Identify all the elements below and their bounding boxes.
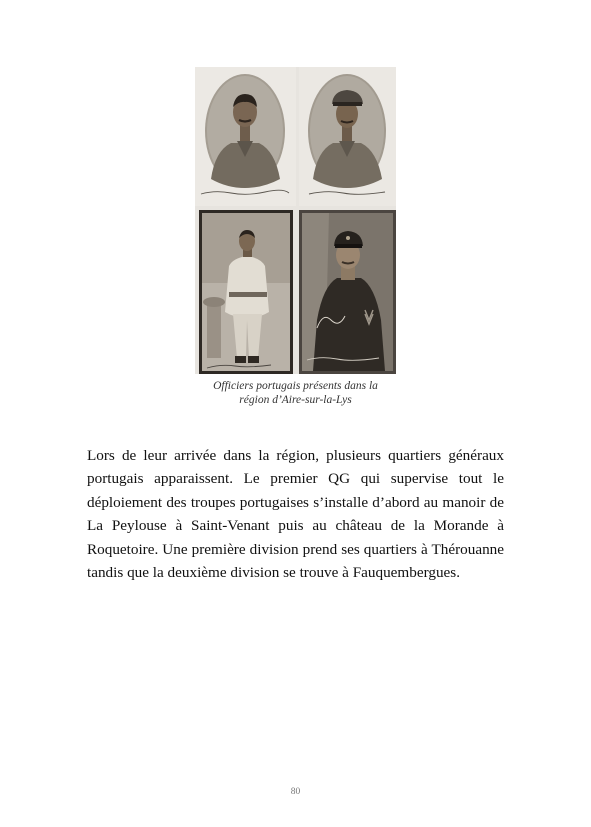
portrait-officer-dark-background: [299, 210, 396, 374]
photo-plate: [195, 67, 396, 374]
portrait-oval-officer-bareheaded: [195, 67, 296, 206]
caption-line-1: Officiers portugais présents dans la: [213, 380, 378, 392]
portrait-photo-bottom-right: [299, 210, 396, 374]
portrait-photo-bottom-left: [199, 210, 293, 374]
portrait-photo-top-left: [195, 67, 296, 206]
caption-line-2: région d’Aire-sur-la-Lys: [239, 394, 352, 406]
page-number: 80: [290, 787, 301, 797]
figure-caption: [175, 379, 416, 407]
body-paragraph: Lors de leur arrivée dans la région, plusieurs quartiers généraux portugais apparaissent. Le premier QG qui supervise tout le déploiement des troupes portugaises s’installe d’abord au manoir de La Peylouse à Saint-Venant puis au château de la Morande à Roquetoire. Une première division prend ses quartiers à Thérouanne tandis que la deuxième division se trouve à Fauquembergues.: [87, 447, 504, 582]
portrait-oval-officer-cap: [299, 67, 396, 206]
portrait-photo-top-right: [299, 67, 396, 206]
portrait-fulllength-officer: [199, 210, 293, 374]
